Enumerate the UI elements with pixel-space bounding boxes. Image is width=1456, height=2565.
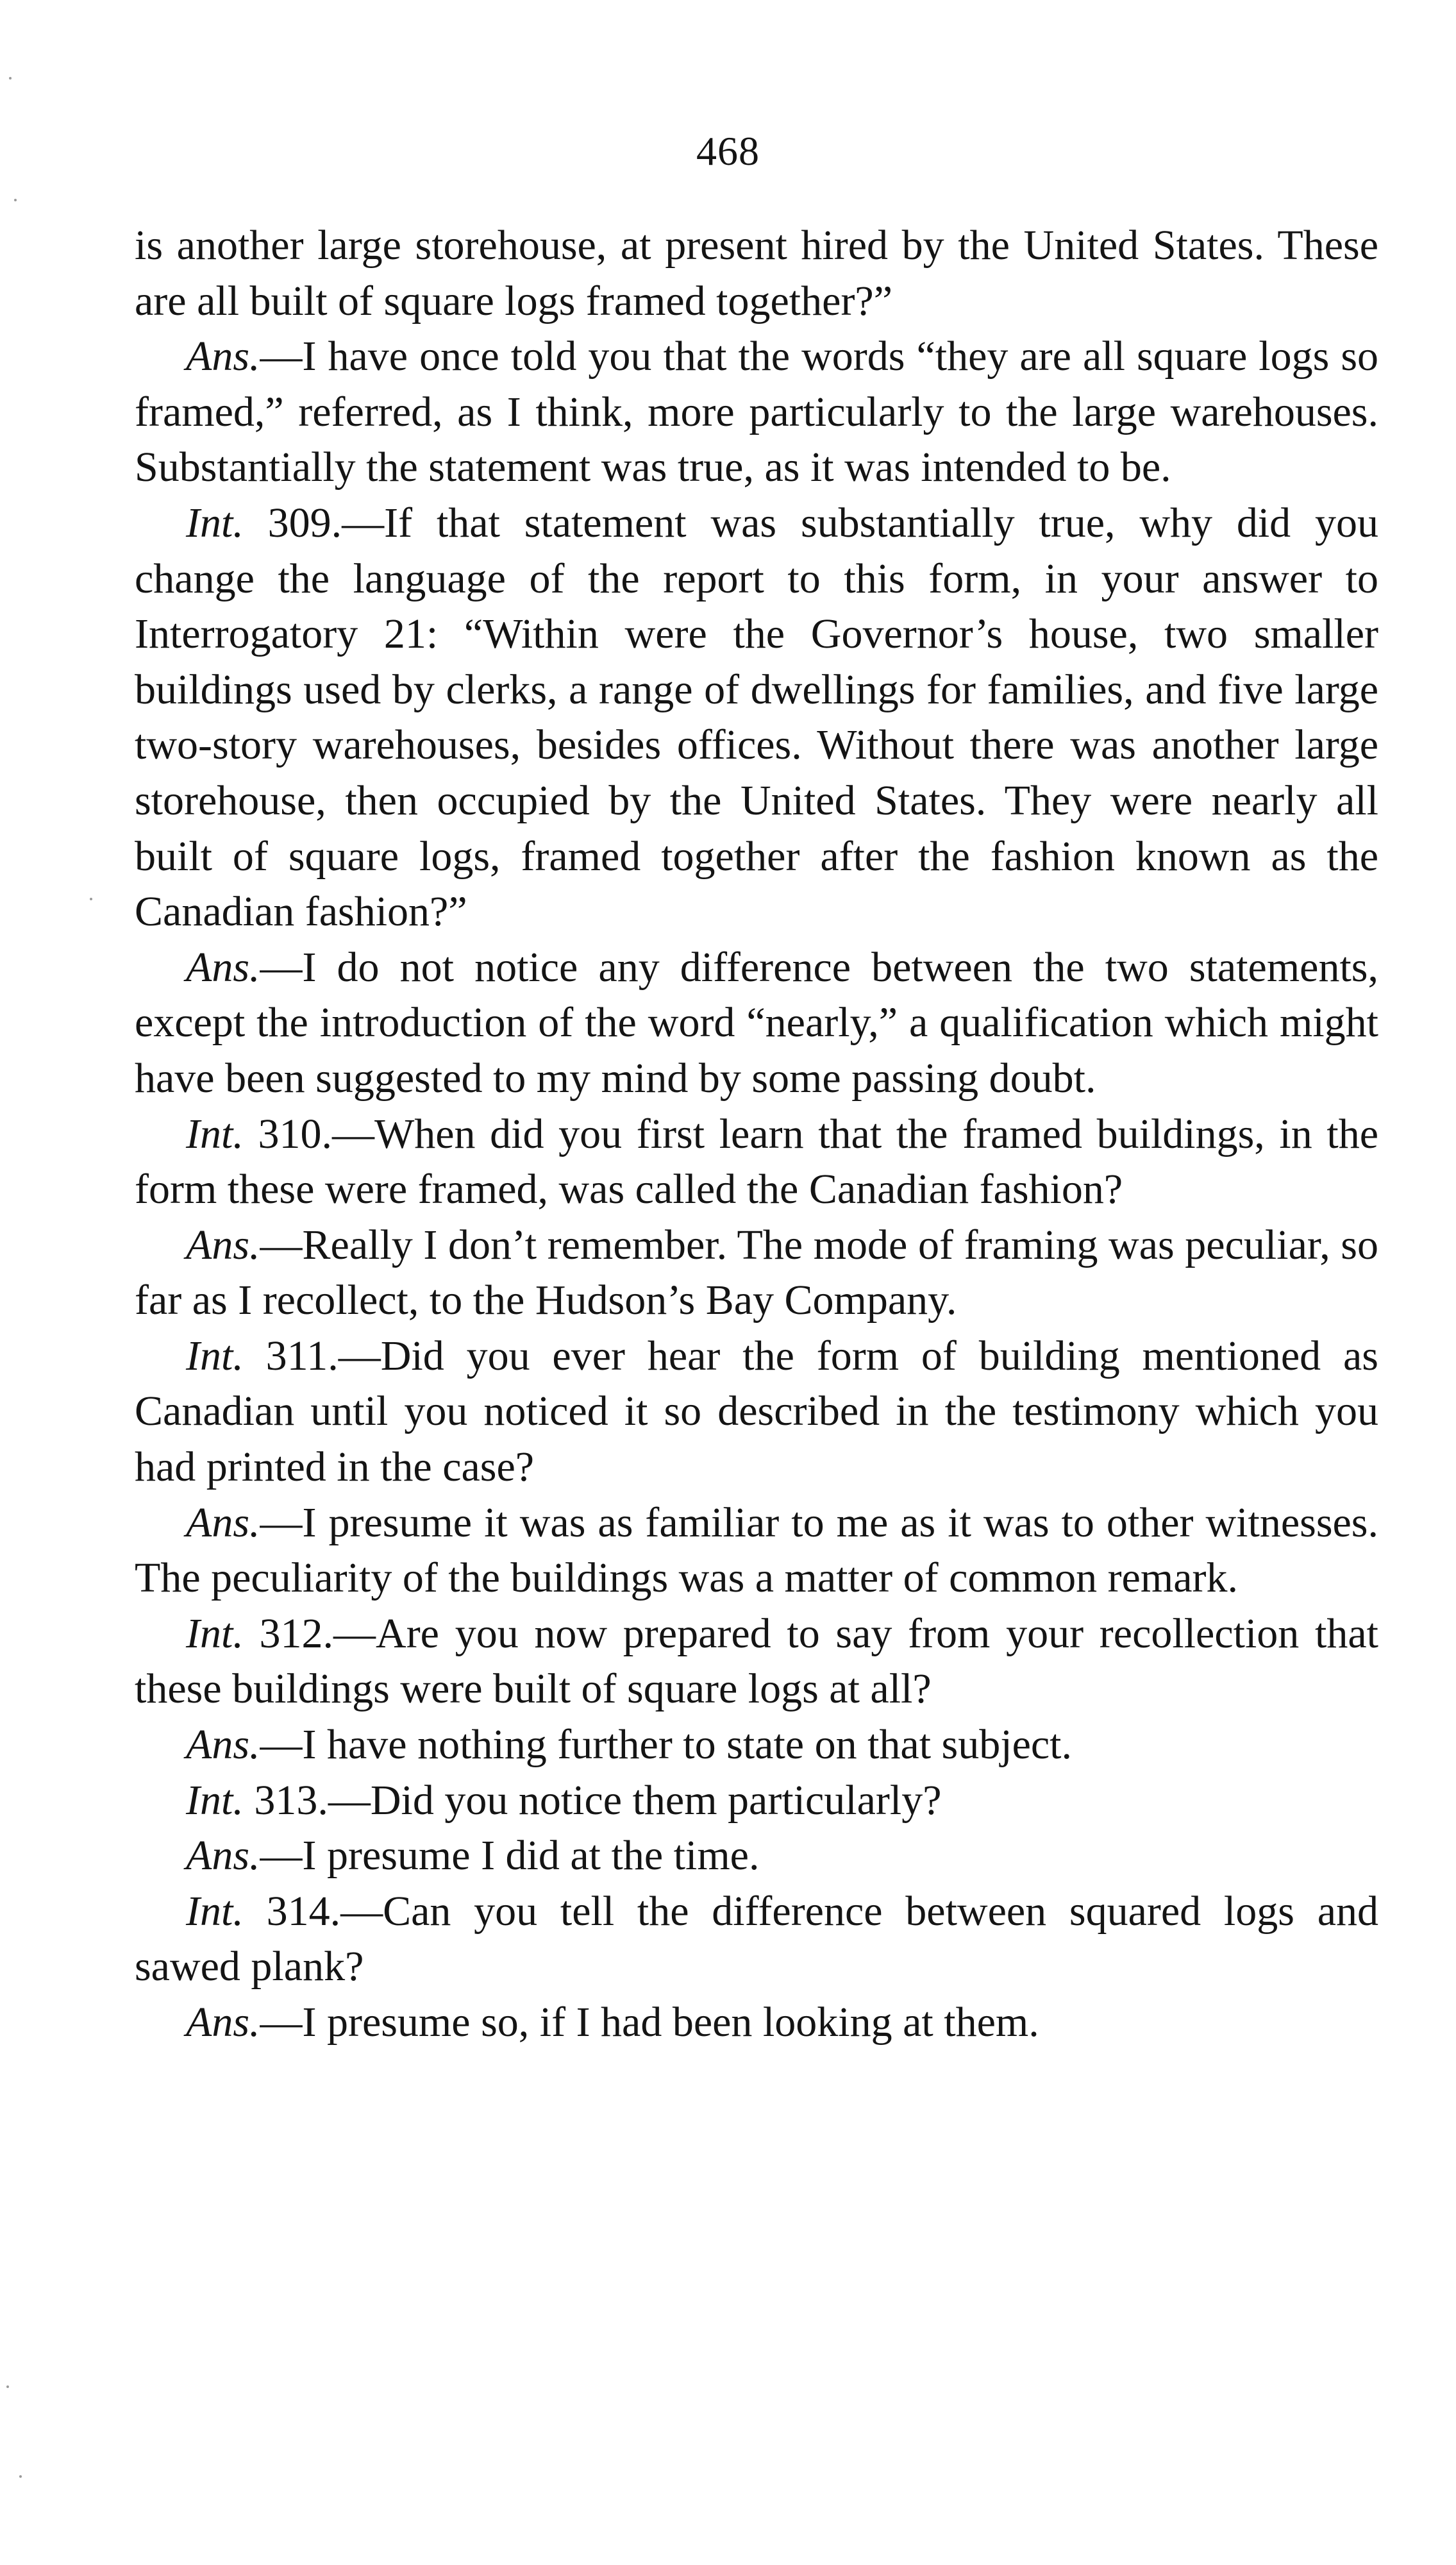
answer-label: Ans. xyxy=(186,1999,260,2046)
testimony-text xyxy=(135,218,1378,2051)
interrogatory-paragraph xyxy=(135,496,1378,940)
interrogatory-label: Int. xyxy=(186,1776,244,1824)
paragraph-text: —I do not notice any difference between the two statements, except the introduction of the word “nearly,” a qualification which might have been suggested to my mind by some passing doubt. xyxy=(135,943,1378,1102)
scan-speck xyxy=(19,2475,22,2478)
interrogatory-label: Int. xyxy=(186,499,244,546)
paragraph-text: is another large storehouse, at present hired by the United States. These are all built of square logs framed together?” xyxy=(135,222,1378,324)
interrogatory-label: Int. xyxy=(186,1332,244,1379)
paragraph-text: —Really I don’t remember. The mode of framing was peculiar, so far as I recollect, to the Hudson’s Bay Company. xyxy=(135,1221,1378,1324)
answer-label: Ans. xyxy=(186,1221,260,1268)
paragraph-text: 309.—If that statement was substantially true, why did you change the language of the report to this form, in your answer to Interrogatory 21: “Within were the Governor’s house, two smaller buildings used by clerks, a range of dwellings for families, and five large two-story warehouses, besides offices. Without there was another large storehouse, then occupied by the United States. They were nearly all built of square logs, framed together after the fashion known as the Canadian fashion?” xyxy=(135,499,1378,936)
interrogatory-label: Int. xyxy=(186,1110,244,1157)
paragraph-text: —I presume I did at the time. xyxy=(260,1832,760,1880)
paragraph-text: 313.—Did you notice them particularly? xyxy=(243,1776,942,1824)
answer-label: Ans. xyxy=(186,333,260,380)
scan-speck xyxy=(6,2385,9,2388)
answer-paragraph xyxy=(135,329,1378,496)
scan-speck xyxy=(14,199,17,201)
scan-speck xyxy=(9,77,12,80)
scan-speck xyxy=(90,898,92,900)
interrogatory-paragraph xyxy=(135,1329,1378,1495)
paragraph-text: 311.—Did you ever hear the form of building mentioned as Canadian until you noticed it so described in the testimony which you had printed in the case? xyxy=(135,1332,1378,1491)
paragraph-text: 312.—Are you now prepared to say from your recollection that these buildings were built of square logs at all? xyxy=(135,1610,1378,1713)
answer-label: Ans. xyxy=(186,1721,260,1769)
interrogatory-label: Int. xyxy=(186,1610,244,1657)
answer-paragraph xyxy=(135,1717,1378,1773)
paragraph-text: —I have once told you that the words “they are all square logs so framed,” referred, as I think, more particularly to the large warehouses. Substantially the statement was true, as it was intended to be. xyxy=(135,333,1378,491)
interrogatory-paragraph xyxy=(135,1606,1378,1717)
paragraph-text: 314.—Can you tell the difference between squared logs and sawed plank? xyxy=(135,1887,1378,1990)
answer-label: Ans. xyxy=(186,943,260,991)
paragraph-text: —I have nothing further to state on that subject. xyxy=(260,1721,1073,1769)
paragraph-text: —I presume so, if I had been looking at them. xyxy=(260,1999,1039,2046)
interrogatory-paragraph xyxy=(135,1773,1378,1829)
paragraph-text: 310.—When did you first learn that the framed buildings, in the form these were framed, was called the Canadian fashion? xyxy=(135,1110,1378,1213)
interrogatory-paragraph xyxy=(135,1107,1378,1218)
answer-label: Ans. xyxy=(186,1832,260,1880)
answer-label: Ans. xyxy=(186,1499,260,1546)
answer-paragraph xyxy=(135,1218,1378,1329)
paragraph xyxy=(135,218,1378,329)
answer-paragraph xyxy=(135,1495,1378,1606)
answer-paragraph xyxy=(135,940,1378,1107)
answer-paragraph xyxy=(135,1828,1378,1884)
interrogatory-label: Int. xyxy=(186,1887,244,1935)
page-number: 468 xyxy=(696,128,760,174)
answer-paragraph xyxy=(135,1995,1378,2051)
interrogatory-paragraph xyxy=(135,1884,1378,1995)
paragraph-text: —I presume it was as familiar to me as it was to other witnesses. The peculiarity of the buildings was a matter of common remark. xyxy=(135,1499,1378,1602)
